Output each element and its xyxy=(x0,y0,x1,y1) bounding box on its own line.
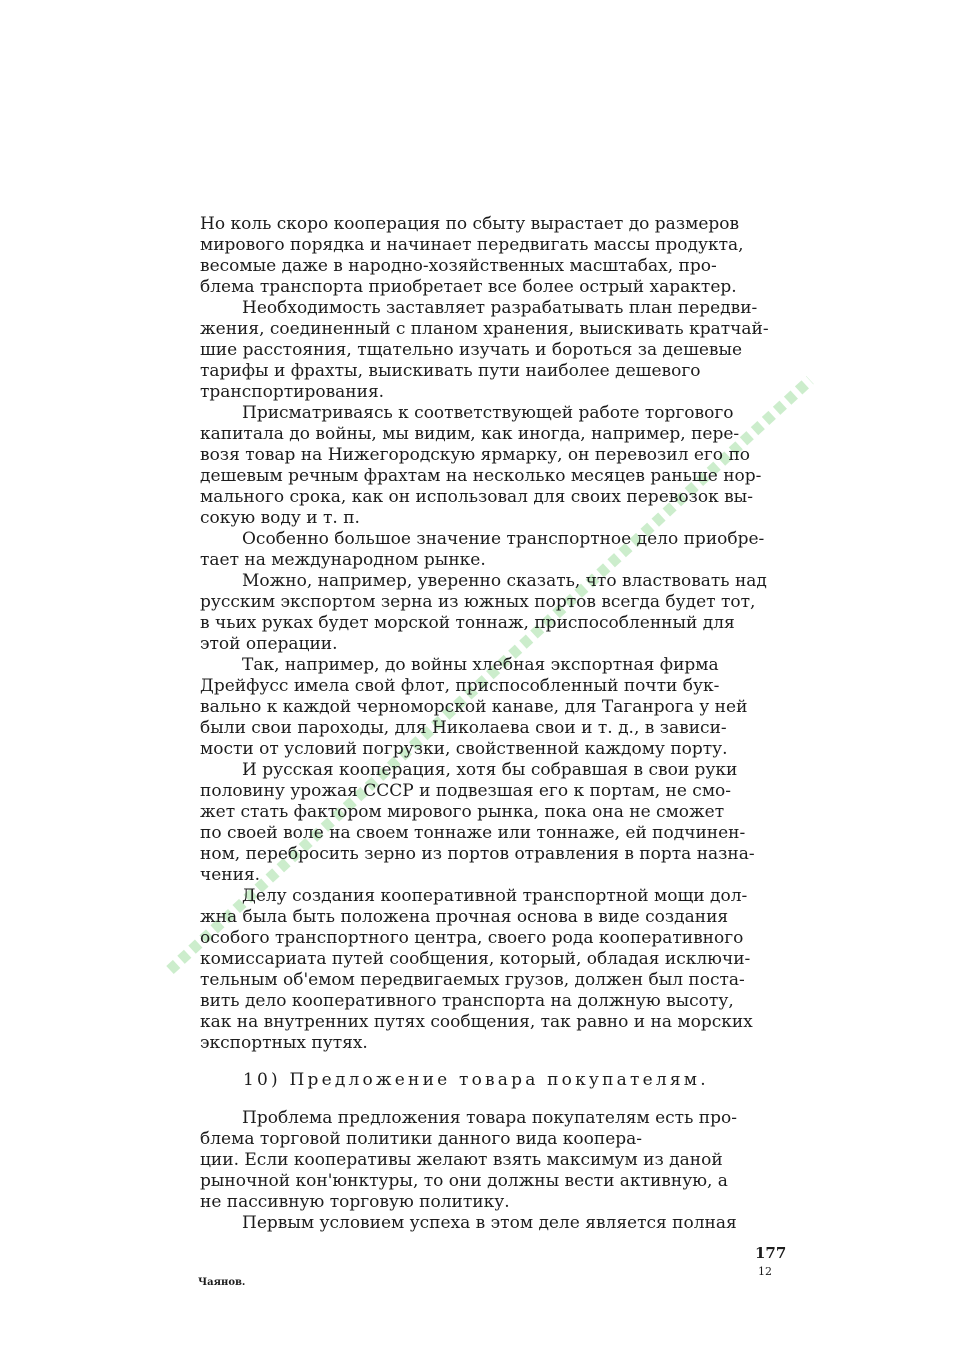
author-footer: Чаянов. xyxy=(198,1277,246,1288)
text-line: экспортных путях. xyxy=(200,1033,368,1053)
text-line: русским экспортом зерна из южных портов всегда будет тот, xyxy=(200,592,756,612)
text-line: Но коль скоро кооперация по сбыту вырастает до размеров xyxy=(200,214,740,234)
text-line: Так, например, до войны хлебная экспортная фирма xyxy=(242,655,719,675)
text-line: Делу создания кооперативной транспортной мощи дол- xyxy=(242,886,748,906)
text-line: половину урожая СССР и подвезшая его к портам, не смо- xyxy=(200,781,732,801)
text-line: не пассивную торговую политику. xyxy=(200,1192,510,1212)
text-line: мального срока, как он использовал для своих перевозок вы- xyxy=(200,487,753,507)
text-line: возя товар на Нижегородскую ярмарку, он перевозил его по xyxy=(200,445,751,465)
text-line: сокую воду и т. п. xyxy=(200,508,360,528)
text-line: ции. Если кооперативы желают взять максимум из даной xyxy=(200,1150,723,1170)
signature-mark: 12 xyxy=(758,1265,772,1278)
text-line: жет стать фактором мирового рынка, пока она не сможет xyxy=(200,802,725,822)
text-line: транспортирования. xyxy=(200,382,385,402)
text-line: Проблема предложения товара покупателям есть про- xyxy=(242,1108,737,1128)
text-line: жения, соединенный с планом хранения, выискивать кратчай- xyxy=(200,319,769,339)
text-line: были свои пароходы, для Николаева свои и т. д., в зависи- xyxy=(200,718,727,738)
text-line: дешевым речным фрахтам на несколько месяцев раньше нор- xyxy=(200,466,762,486)
text-line: чения. xyxy=(200,865,261,885)
text-line: Особенно большое значение транспортное дело приобре- xyxy=(242,529,765,549)
page-number: 177 xyxy=(755,1244,787,1262)
text-line: вить дело кооперативного транспорта на должную высоту, xyxy=(200,991,734,1011)
text-line: мирового порядка и начинает передвигать массы продукта, xyxy=(200,235,744,255)
text-line: И русская кооперация, хотя бы собравшая в свои руки xyxy=(242,760,738,780)
text-line: капитала до войны, мы видим, как иногда, например, пере- xyxy=(200,424,740,444)
text-line: шие расстояния, тщательно изучать и бороться за дешевые xyxy=(200,340,743,360)
text-line: блема транспорта приобретает все более острый характер. xyxy=(200,277,737,297)
text-line: рыночной кон'юнктуры, то они должны вести активную, а xyxy=(200,1171,728,1191)
text-line: как на внутренних путях сообщения, так равно и на морских xyxy=(200,1012,753,1032)
text-line: тельным об'емом передвигаемых грузов, должен был поста- xyxy=(200,970,745,990)
text-line: комиссариата путей сообщения, который, обладая исключи- xyxy=(200,949,751,969)
text-line: жна была быть положена прочная основа в виде создания xyxy=(200,907,729,927)
text-line: Можно, например, уверенно сказать, что властвовать над xyxy=(242,571,767,591)
text-line: блема торговой политики данного вида коопера- xyxy=(200,1129,643,1149)
text-line: Дрейфусс имела свой флот, приспособленный почти бук- xyxy=(200,676,720,696)
text-line: тает на международном рынке. xyxy=(200,550,486,570)
text-line: мости от условий погрузки, свойственной каждому порту. xyxy=(200,739,728,759)
text-line: Присматриваясь к соответствующей работе торгового xyxy=(242,403,734,423)
section-heading: 10) Предложение товара покупателям. xyxy=(243,1070,709,1090)
body-text-part2 xyxy=(200,1108,800,1234)
text-line: тарифы и фрахты, выискивать пути наиболее дешевого xyxy=(200,361,701,381)
text-line: в чьих руках будет морской тоннаж, приспособленный для xyxy=(200,613,735,633)
text-line: ном, перебросить зерно из портов отравления в порта назна- xyxy=(200,844,755,864)
text-line: весомые даже в народно-хозяйственных масштабах, про- xyxy=(200,256,717,276)
text-line: вально к каждой черноморской канаве, для Таганрога у ней xyxy=(200,697,748,717)
text-line: Необходимость заставляет разрабатывать план передви- xyxy=(242,298,758,318)
text-line: этой операции. xyxy=(200,634,338,654)
body-text-part1 xyxy=(200,214,800,1054)
text-line: особого транспортного центра, своего рода кооперативного xyxy=(200,928,744,948)
text-line: по своей воле на своем тоннаже или тоннаже, ей подчинен- xyxy=(200,823,746,843)
text-line: Первым условием успеха в этом деле является полная xyxy=(242,1213,737,1233)
